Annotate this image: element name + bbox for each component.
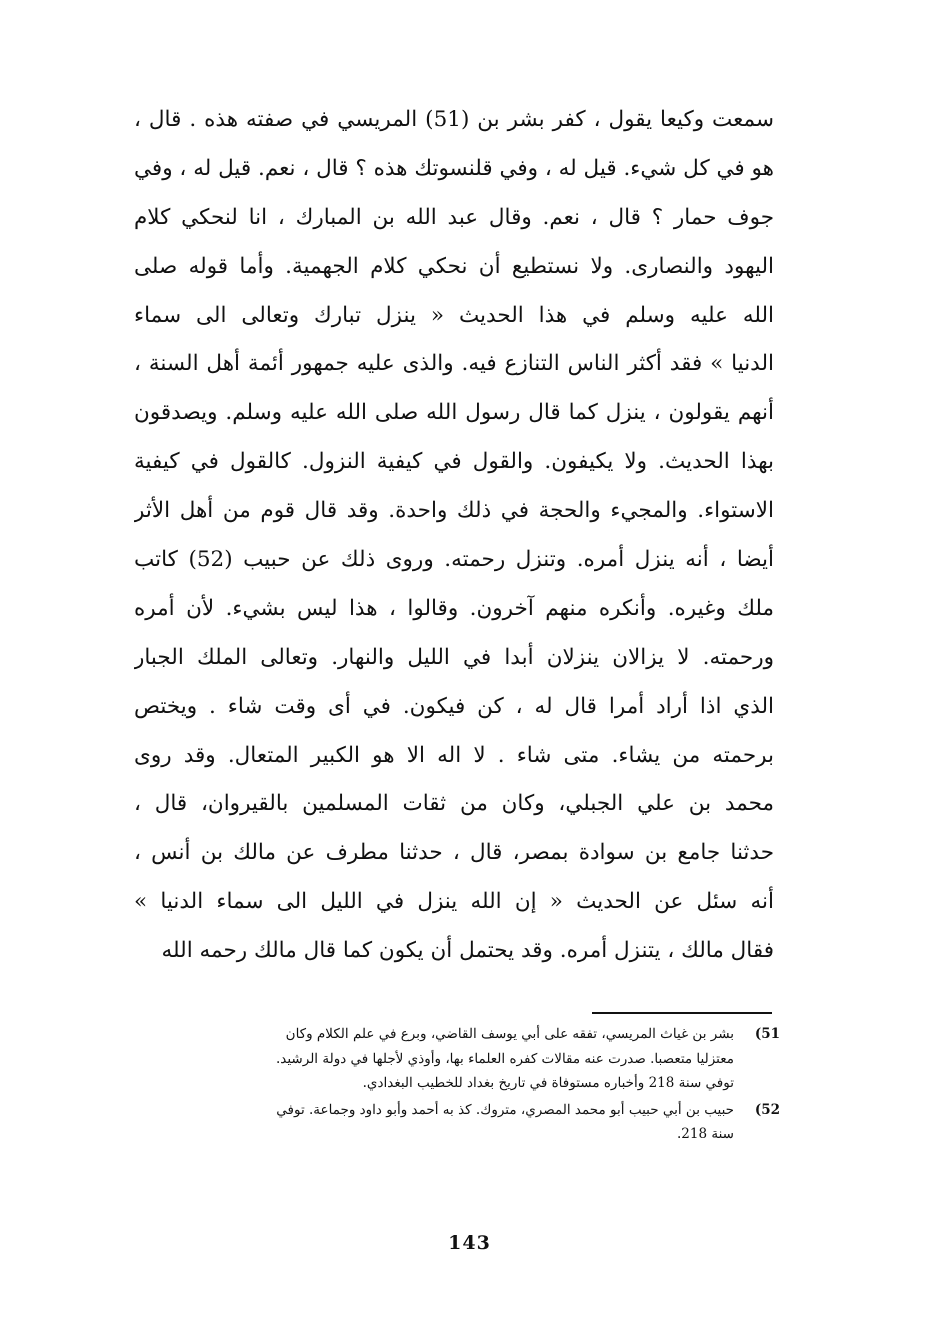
text-line: الاستواء. والمجيء والحجة في ذلك واحدة. وقد قال قوم من أهل الأثر: [134, 498, 774, 524]
footnote-text: [120, 1098, 748, 1147]
text-line: اليهود والنصارى. ولا نستطيع أن نحكي كلام الجهمية. وأما قوله صلى: [134, 253, 774, 279]
text-line: أيضا ، أنه ينزل أمره. وتنزل رحمته. وروى ذلك عن حبيب (52) كاتب: [134, 547, 774, 573]
footnote-text: [120, 1022, 748, 1096]
text-line: برحمته من يشاء. متى شاء . لا اله الا هو الكبير المتعال. وقد روى: [134, 742, 774, 768]
text-line: هو في كل شيء. قيل له ، وفي قلنسوتك هذه ؟ قال ، نعم. قيل له ، وفي: [134, 155, 774, 181]
text-line: الله عليه وسلم في هذا الحديث « ينزل تبارك وتعالى الى سماء: [134, 302, 774, 328]
text-line: جوف حمار ؟ قال ، نعم. وقال عبد الله بن المبارك ، انا لنحكي كلام: [134, 204, 774, 230]
footnote: [120, 1022, 780, 1096]
text-line: محمد بن علي الجبلي، وكان من ثقات المسلمين بالقيروان، قال ،: [134, 791, 774, 817]
footnote-line: توفي سنة 218 وأخباره مستوفاة في تاريخ بغداد للخطيب البغدادي.: [362, 1075, 734, 1091]
footnote-line: بشر بن غياث المريسي، تفقه على أبي يوسف القاضي، وبرع في علم الكلام وكان: [285, 1026, 734, 1042]
footnote-line: سنة 218.: [677, 1126, 734, 1142]
footnote-line: معتزليا متعصبا. صدرت عنه مقالات كفره العلماء بها، وأوذي لأجلها في دولة الرشيد.: [275, 1050, 734, 1067]
footnote: [120, 1098, 780, 1147]
text-line: ورحمته. لا يزالان ينزلان أبدا في الليل والنهار. وتعالى الملك الجبار: [134, 644, 774, 670]
text-line: الذي اذا أراد أمرا قال له ، كن فيكون. في أى وقت شاء . ويختص: [134, 693, 774, 719]
footnote-separator: [592, 1012, 772, 1014]
text-line: حدثنا جامع بن سوادة بمصر، قال ، حدثنا مطرف عن مالك بن أنس ،: [134, 840, 774, 866]
main-text: [134, 96, 774, 976]
footnote-number: (52: [754, 1101, 780, 1118]
text-line: سمعت وكيعا يقول ، كفر بشر بن (51) المريسي في صفته هذه . قال ،: [134, 107, 774, 132]
text-line: الدنيا » فقد أكثر الناس التنازع فيه. والذى عليه جمهور أئمة أهل السنة ،: [134, 351, 774, 377]
page-number: 143: [448, 1232, 491, 1254]
text-line: فقال مالك ، يتنزل أمره. وقد يحتمل أن يكون كما قال مالك رحمه الله: [161, 938, 774, 964]
text-line: أنهم يقولون ، ينزل كما قال رسول الله صلى الله عليه وسلم. ويصدقون: [134, 400, 774, 426]
footnote-line: حبيب بن أبي حبيب أبو محمد المصري، متروك. كذ به أحمد وأبو داود وجماعة. توفي: [276, 1101, 734, 1118]
text-line: بهذا الحديث. ولا يكيفون. والقول في كيفية النزول. كالقول في كيفية: [134, 449, 774, 475]
footnotes: [120, 1022, 780, 1149]
footnote-number: (51: [754, 1026, 780, 1042]
text-line: أنه سئل عن الحديث « إن الله ينزل في الليل الى سماء الدنيا »: [134, 889, 774, 915]
text-line: ملك وغيره. وأنكره منهم آخرون. وقالوا ، هذا ليس بشيء. لأن أمره: [134, 595, 774, 621]
